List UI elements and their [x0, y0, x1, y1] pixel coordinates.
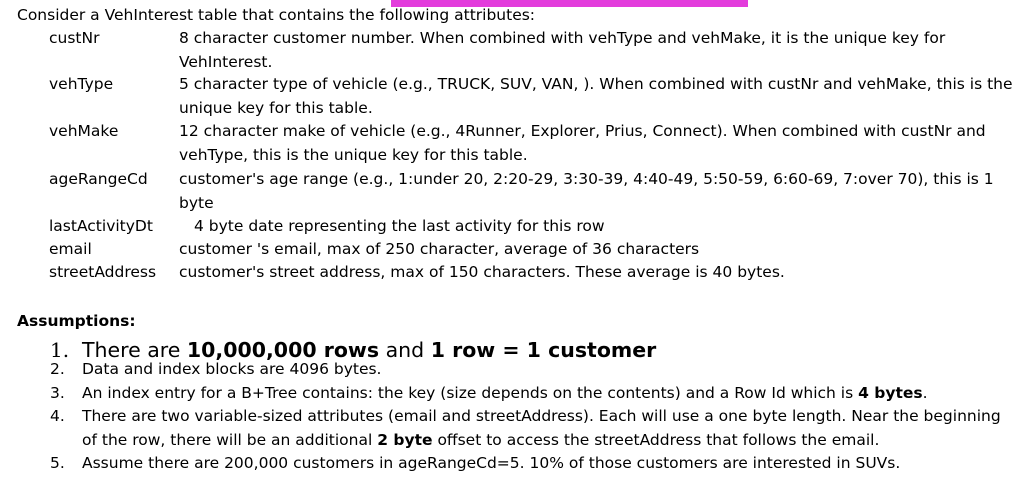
assumption-number: 3. [50, 384, 65, 402]
assumptions-heading: Assumptions: [17, 312, 136, 330]
attr-name-streetAddress: streetAddress [49, 263, 157, 281]
attr-desc-streetAddress: customer's street address, max of 150 characters. These average is 40 bytes. [179, 263, 785, 281]
attr-name-ageRangeCd: ageRangeCd [49, 170, 148, 188]
intro-text: Consider a VehInterest table that contains the following attributes: [17, 6, 536, 24]
assumption-emphasis: 2 byte [377, 430, 433, 449]
assumption-number: 5. [50, 454, 65, 472]
assumption-text: offset to access the streetAddress that follows the email. [432, 430, 880, 449]
assumption-text: Assume there are 200,000 customers in ageRangeCd=5. 10% of those customers are interested in SUVs. [82, 454, 901, 472]
attr-desc-lastActivityDt: 4 byte date representing the last activity for this row [194, 217, 605, 235]
assumption-item [82, 382, 1002, 406]
assumption-emphasis: 1 row = 1 customer [430, 338, 657, 362]
attr-desc-vehType: 5 character type of vehicle (e.g., TRUCK, SUV, VAN, ). When combined with custNr and vehMake, this is the unique key for this table. [179, 75, 1013, 117]
attr-name-vehType: vehType [49, 75, 114, 93]
assumption-text: An index entry for a B+Tree contains: the key (size depends on the contents) and a Row Id which is [82, 384, 859, 402]
attr-name-vehMake: vehMake [49, 122, 119, 140]
assumption-text: There are two variable-sized attributes (email and streetAddress). Each will use a one byte length. Near the beginning of the row, there will be an additional [82, 407, 1001, 449]
attr-desc-custNr: 8 character customer number. When combined with vehType and vehMake, it is the unique key for VehInterest. [179, 29, 946, 71]
attr-name-custNr: custNr [49, 29, 100, 47]
assumption-text: Data and index blocks are 4096 bytes. [82, 360, 382, 378]
assumption-number: 2. [50, 360, 65, 378]
attr-name-lastActivityDt: lastActivityDt [49, 217, 153, 235]
attr-desc-vehMake: 12 character make of vehicle (e.g., 4Runner, Explorer, Prius, Connect). When combined with custNr and vehType, this is the unique key for this table. [179, 122, 986, 164]
assumption-text: and [379, 338, 431, 362]
assumption-number: 1. [50, 338, 70, 362]
assumption-item [82, 358, 1002, 382]
assumption-text: . [922, 384, 928, 402]
assumption-text: There are [82, 338, 187, 362]
attr-name-email: email [49, 240, 92, 258]
assumption-item [82, 405, 1002, 452]
assumption-emphasis: 10,000,000 rows [186, 338, 380, 362]
attr-desc-ageRangeCd: customer's age range (e.g., 1:under 20, 2:20-29, 3:30-39, 4:40-49, 5:50-59, 6:60-69, 7:over 70), this is 1 byte [179, 170, 994, 212]
assumption-emphasis: 4 bytes [858, 384, 923, 402]
assumption-number: 4. [50, 407, 65, 425]
assumption-item [82, 452, 1002, 476]
attr-desc-email: customer 's email, max of 250 character, average of 36 characters [179, 240, 700, 258]
